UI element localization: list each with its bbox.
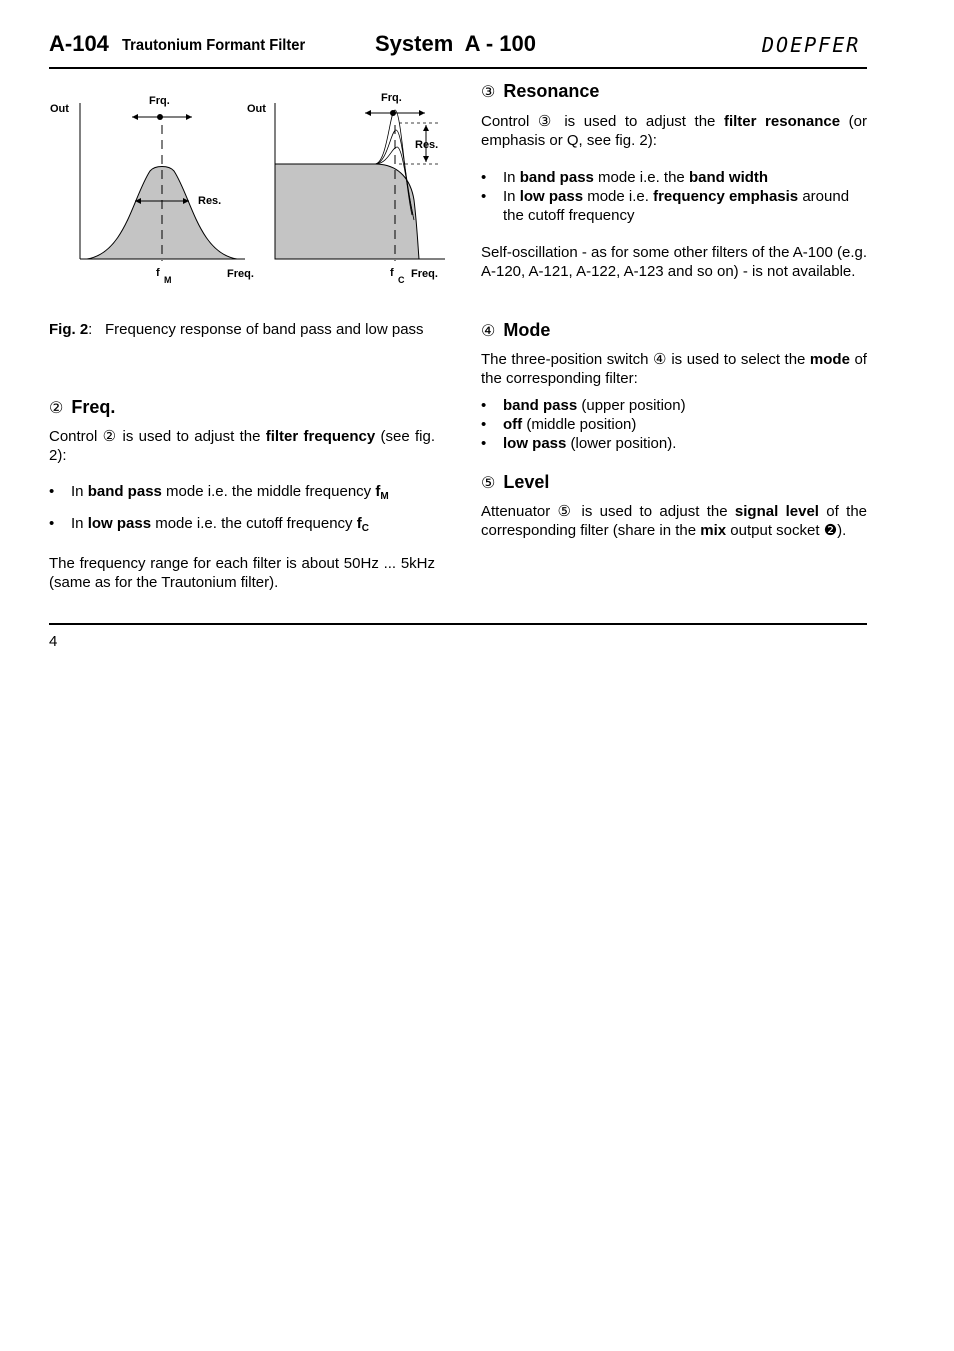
- freq-number: ②: [49, 400, 64, 417]
- resonance-title: Resonance: [503, 81, 600, 101]
- mode-option-off: • off (middle position): [481, 415, 867, 434]
- mode-option-lowpass: • low pass (lower position).: [481, 434, 867, 453]
- level-title: Level: [503, 472, 550, 492]
- freq-bullets: [49, 482, 435, 538]
- freq-title: Freq.: [71, 397, 116, 417]
- module-name: Trautonium Formant Filter: [122, 37, 306, 54]
- freq-heading: [49, 396, 435, 420]
- header-rule: [49, 67, 867, 69]
- lp-f-label: f: [390, 267, 394, 279]
- module-number: A-104: [49, 31, 109, 56]
- resonance-bullet-lowpass: • In low pass mode i.e. frequency emphasis around the cutoff frequency: [481, 187, 867, 225]
- level-number: ⑤: [481, 475, 496, 492]
- mode-intro: The three-position switch ④ is used to select the mode of the corresponding filter:: [481, 351, 867, 387]
- caption-label: Fig. 2: [49, 321, 89, 338]
- footer-rule: [49, 623, 867, 625]
- freq-bullet-bandpass: • In band pass mode i.e. the middle frequency $f_M$: [49, 482, 435, 506]
- caption-colon: :: [88, 321, 93, 338]
- level-heading: [481, 471, 867, 495]
- mode-option-bandpass: • band pass (upper position): [481, 396, 867, 415]
- brand-logo: DOEPFER: [762, 33, 861, 57]
- freq-section: [49, 396, 435, 592]
- bp-res-label: Res.: [198, 195, 222, 207]
- mode-options: [481, 396, 867, 453]
- resonance-heading: [481, 80, 867, 104]
- right-column: [481, 80, 867, 540]
- caption-text: Frequency response of band pass and low pass: [105, 321, 424, 338]
- lp-freq-label: Freq.: [411, 268, 438, 280]
- bp-freq-label: Freq.: [227, 268, 254, 280]
- frequency-response-figure: [45, 85, 455, 290]
- bp-frq-label: Frq.: [149, 95, 170, 107]
- mode-number: ④: [481, 323, 496, 340]
- resonance-number: ③: [481, 84, 496, 101]
- mode-title: Mode: [503, 320, 551, 340]
- system-title: System A - 100: [375, 31, 537, 56]
- lp-f-subscript: C: [398, 275, 405, 285]
- lp-out-label: Out: [247, 103, 266, 115]
- bp-out-label: Out: [50, 103, 69, 115]
- lp-res-label: Res.: [415, 139, 439, 151]
- page-number: 4: [49, 633, 58, 650]
- resonance-intro: Control ③ is used to adjust the filter resonance (or emphasis or Q, see fig. 2):: [481, 113, 867, 149]
- mode-heading: [481, 319, 867, 343]
- self-oscillation-text: Self-oscillation - as for some other filters of the A-100 (e.g. A-120, A-121, A-122, A-123 and so on) - is not available.: [481, 244, 868, 280]
- bp-f-subscript: M: [164, 275, 172, 285]
- bandpass-plot: [50, 95, 254, 285]
- lp-response-curve: [275, 164, 419, 259]
- freq-intro: Control ② is used to adjust the filter frequency (see fig. 2):: [49, 428, 435, 464]
- level-text: Attenuator ⑤ is used to adjust the signal level of the corresponding filter (share in the mix output socket ❷).: [481, 503, 867, 539]
- freq-bullet-lowpass: • In low pass mode i.e. the cutoff frequency $f_C$: [49, 514, 435, 538]
- freq-range-text: The frequency range for each filter is about 50Hz ... 5kHz (same as for the Trautonium filter).: [49, 555, 435, 591]
- resonance-bullets: [481, 168, 867, 225]
- lp-frq-label: Frq.: [381, 92, 402, 104]
- figure-caption: [49, 320, 435, 339]
- lowpass-plot: [247, 92, 445, 285]
- bp-f-label: f: [156, 267, 160, 279]
- resonance-bullet-bandpass: • In band pass mode i.e. the band width: [481, 168, 867, 187]
